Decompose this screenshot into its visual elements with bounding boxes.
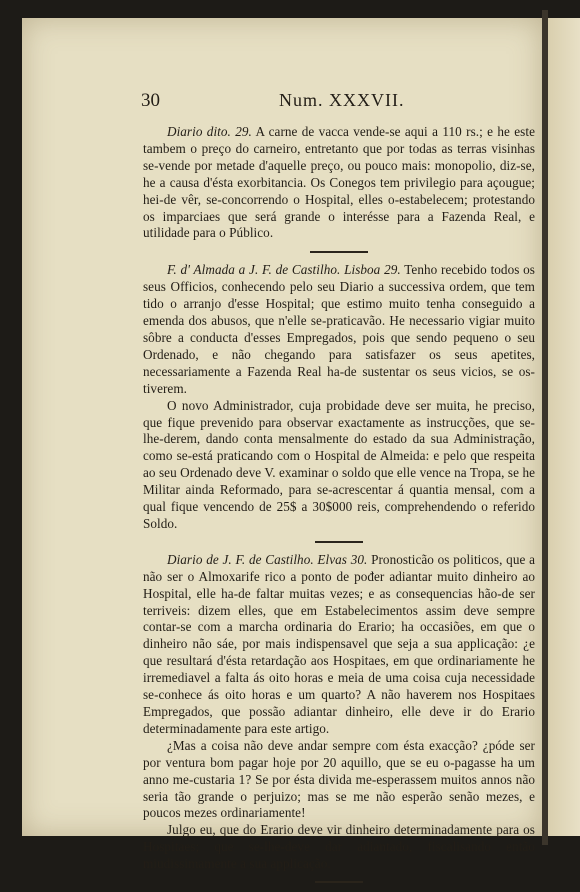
section-divider xyxy=(310,251,368,253)
entry-text: Tenho recebido todos os seus Officios, conhecendo pelo seu Diario a successiva ordem, que tem tido o arranjo d'esse Hospital; que estimo muito tenha conseguido a emenda dos abusos, que n'elle se-praticavão. He necessario vigiar muito sôbre a conducta d'esses Empregados, pois que sendo pequeno o seu Ordenado, e não chegando para satisfazer os seus apetites, necessariamente a Fazenda Real ha-de sustentar os seus vicios, se os-tiverem. xyxy=(143,262,535,396)
entry-text: A carne de vacca vende-se aqui a 110 rs.; e he este tambem o preço do carneiro, entretanto que por todas as terras visinhas se-vende por metade d'aquelle preço, ou pouco mais: monopolio, diz-se, he a causa d'ésta exorbitancia. Os Conegos tem privilegio para açougue; hei-de vêr, se-concorrendo o Hospital, elles o-estabelecem; protestando os imparciaes que será grande o interésse para a Fazenda Real, e utilidade para o Público. xyxy=(143,124,535,241)
entry-source: Diario de J. F. de Castilho. Elvas 30. xyxy=(167,551,368,567)
next-page-edge xyxy=(548,18,580,836)
entry-paragraph xyxy=(143,552,535,738)
page-number: 30 xyxy=(141,90,161,111)
page-heading: Num. XXXVII. xyxy=(279,90,405,110)
entry-paragraph: O novo Administrador, cuja probidade deve ser muita, he preciso, que fique prevenido para observar exactamente as instrucções, que se-lhe-derem, dando conta mensalmente do estado da sua Administração, como se-está praticando com o Hospital de Almeida: e pelo que respeita ao seu Ordenado deve V. examinar o soldo que elle vence na Tropa, se he Militar ainda Reformado, para se-acrescentar á quantia mensal, com a qual fique vencendo de 25$ a 30$000 reis, comprehendendo o referido Soldo. xyxy=(143,397,535,531)
section-divider xyxy=(315,881,363,883)
entry-paragraph: Julgo eu, que do Erario deve vir dinheiro determinadamente para os Hospitaes; que se-lhe-deve dar adiantado, fiscalisando então miudissimamente a sua applicação. xyxy=(143,822,535,872)
entry-paragraph: ¿Mas a coisa não deve andar sempre com ésta exacção? ¿póde ser por ventura bom pagar hoje por 20 aquillo, que se eu o-pagasse ha um anno me-custaria 1? Se por ésta divida me-esperassem muitos annos não seria tão grande o perjuizo; mas se me não esperão senão mezes, e poucos mezes ordinariamente! xyxy=(143,737,535,821)
entry-diario-dito xyxy=(143,124,535,242)
entry-source: Diario dito. 29. xyxy=(167,124,252,139)
page-header xyxy=(143,88,535,122)
page-text xyxy=(143,88,535,892)
section-divider xyxy=(315,541,363,543)
entry-paragraph xyxy=(143,262,535,397)
entry-paragraph xyxy=(143,124,535,242)
entry-source: F. d' Almada a J. F. de Castilho. Lisboa 29. xyxy=(167,262,401,278)
entry-text: Pronosticão os politicos, que a não ser o Almoxarife rico a ponto de pođer adiantar muito dinheiro ao Hospital, elle ha-de faltar muitas vezes; e as consequencias hão-de ser terriveis: dizem elles, que em Estabelecimentos assim deve sempre contar-se com a marcha ordinaria do Erario; ha occasiões, em que o dinheiro não sáe, por mais indispensavel que seja a sua applicação: ¿e que resultará d'ésta retardação aos Hospitaes, em que ordinariamente he irremediavel a falta ás oito horas e meia de uma coisa cuja necessidade se-conhece ás oito horas e um quarto? A não haverem nos Hospitaes Empregados, que possão adiantar dinheiro, elle deve ir do Erario determinadamente para este artigo. xyxy=(143,551,536,736)
entry-almada-letter xyxy=(143,262,535,533)
entry-diario-castilho xyxy=(143,552,535,873)
